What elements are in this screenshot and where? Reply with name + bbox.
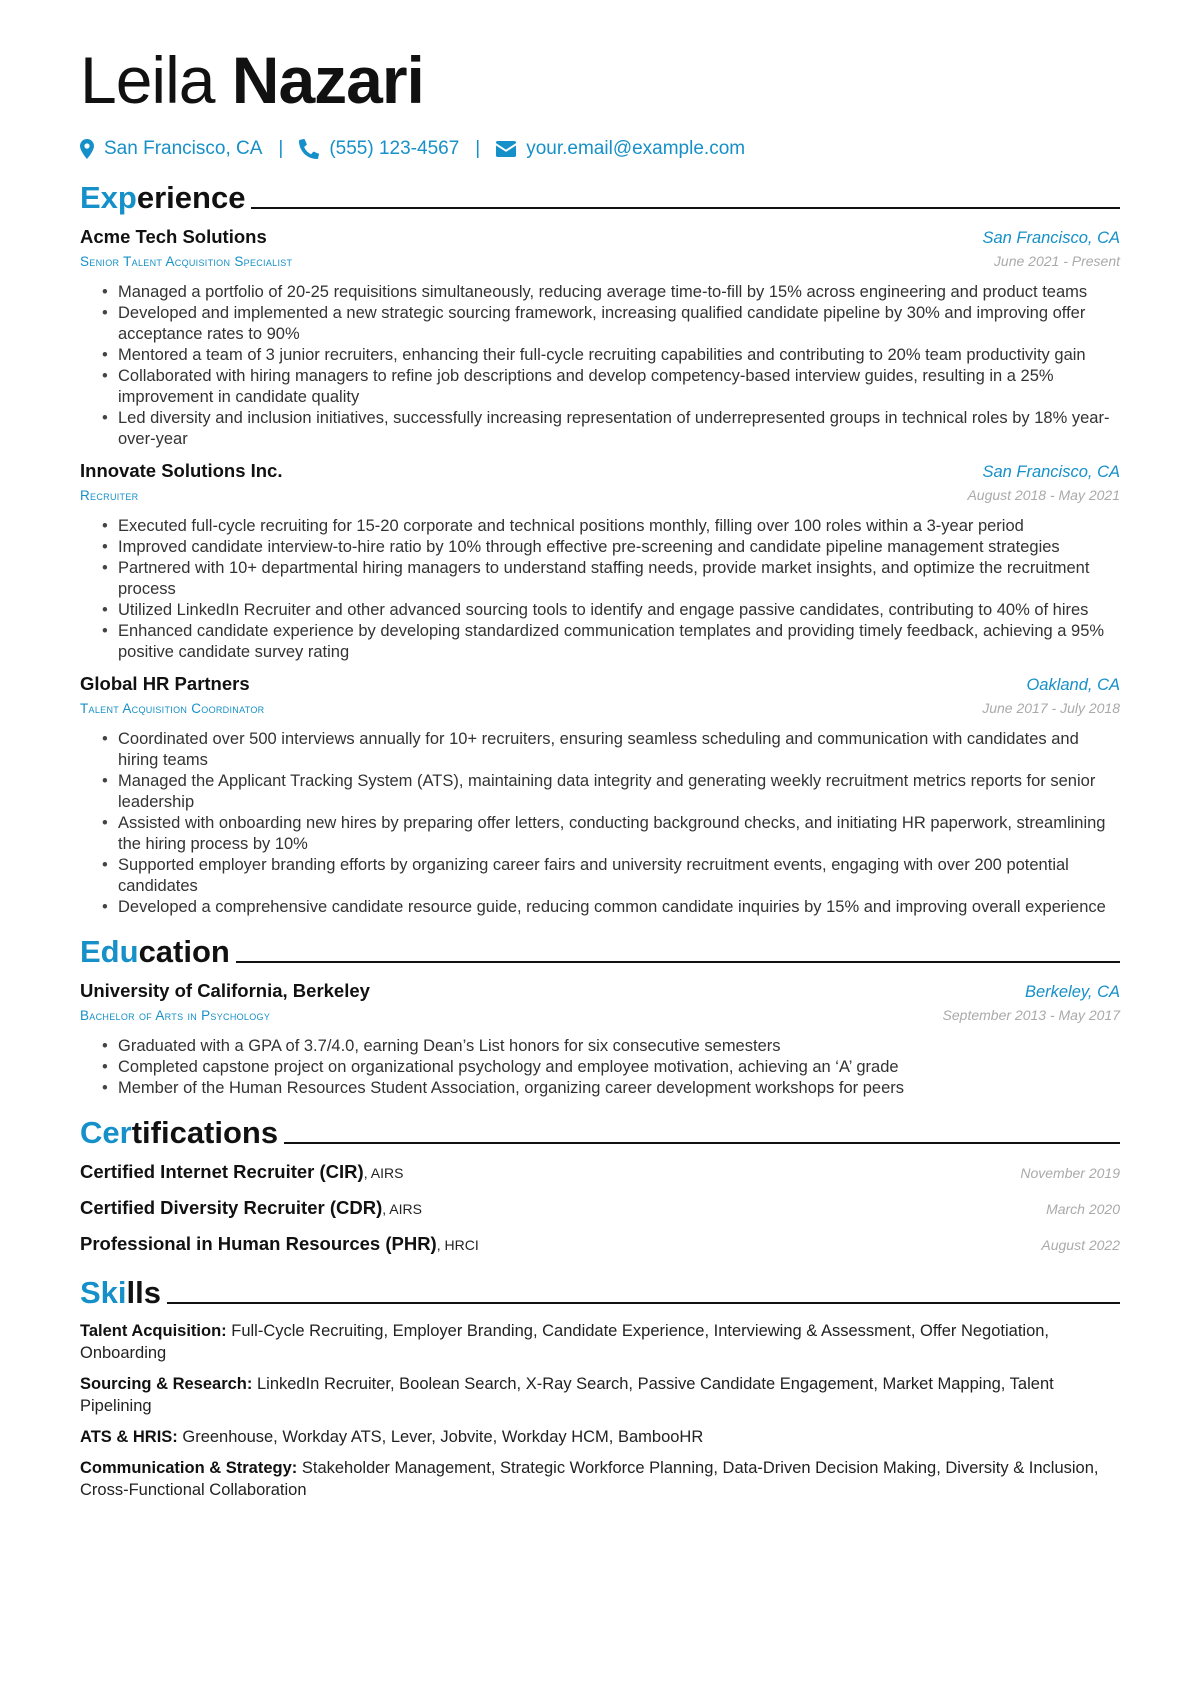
phone-text: (555) 123-4567 xyxy=(329,138,460,159)
certification-list xyxy=(80,1161,1120,1269)
section-divider xyxy=(167,1302,1120,1304)
section-divider xyxy=(251,207,1120,209)
contact-separator: | xyxy=(475,138,481,159)
skill-group xyxy=(80,1426,1120,1448)
contact-email[interactable] xyxy=(496,138,745,160)
company-name: Global HR Partners xyxy=(80,673,250,694)
section-divider xyxy=(284,1142,1120,1144)
skills-heading xyxy=(80,1271,1120,1311)
map-pin-icon xyxy=(80,139,104,159)
heading-accent: Cer xyxy=(80,1115,132,1150)
school-location: Berkeley, CA xyxy=(1024,983,1120,1001)
section-divider xyxy=(236,961,1120,963)
certification-name: Certified Internet Recruiter (CIR) xyxy=(80,1161,364,1182)
certification-date: August 2022 xyxy=(1041,1237,1120,1253)
job-dates: June 2017 - July 2018 xyxy=(982,700,1120,716)
company-name: Acme Tech Solutions xyxy=(80,226,267,247)
job-dates: August 2018 - May 2021 xyxy=(967,487,1120,503)
heading-rest: erience xyxy=(136,180,246,215)
contact-location xyxy=(80,138,262,160)
job-location: San Francisco, CA xyxy=(982,229,1120,247)
resume-page xyxy=(80,40,1120,1501)
heading-accent: Exp xyxy=(80,180,137,215)
heading-rest: tifications xyxy=(131,1115,279,1150)
experience-entry-2 xyxy=(80,458,1120,663)
certification-date: March 2020 xyxy=(1046,1201,1120,1217)
list-item: • Executed full-cycle recruiting for 15-20 corporate and technical positions monthly, filling over 100 roles within a 3-year period xyxy=(118,516,1120,537)
heading-accent: Edu xyxy=(80,934,139,969)
list-item: • Partnered with 10+ departmental hiring managers to understand staffing needs, provide market insights, and optimize the recruitment process xyxy=(118,558,1120,600)
degree: Bachelor of Arts in Psychology xyxy=(80,1008,271,1023)
achievement-list xyxy=(80,729,1120,918)
education-dates: September 2013 - May 2017 xyxy=(942,1007,1120,1023)
skill-label: Communication & Strategy: xyxy=(80,1459,298,1477)
contact-separator: | xyxy=(278,138,284,159)
school-name: University of California, Berkeley xyxy=(80,980,370,1001)
achievement-list xyxy=(80,282,1120,450)
heading-rest: cation xyxy=(138,934,230,969)
list-item: • Mentored a team of 3 junior recruiters, enhancing their full-cycle recruiting capabilities and contributing to 20% team productivity gain xyxy=(118,345,1120,366)
certifications-heading xyxy=(80,1111,1120,1151)
contact-line xyxy=(80,134,1120,164)
list-item: • Improved candidate interview-to-hire ratio by 10% through effective pre-screening and candidate pipeline management strategies xyxy=(118,537,1120,558)
job-dates: June 2021 - Present xyxy=(993,253,1120,269)
skill-label: ATS & HRIS: xyxy=(80,1428,178,1446)
skill-label: Sourcing & Research: xyxy=(80,1375,253,1393)
list-item: • Developed and implemented a new strategic sourcing framework, increasing qualified candidate pipeline by 30% and improving offer acceptance rates to 90% xyxy=(118,303,1120,345)
list-item: • Completed capstone project on organizational psychology and employee motivation, achieving an ‘A’ grade xyxy=(118,1057,1120,1078)
experience-heading xyxy=(80,176,1120,216)
certification-name: Professional in Human Resources (PHR) xyxy=(80,1233,437,1254)
email-text: your.email@example.com xyxy=(526,138,746,159)
skills-list xyxy=(80,1320,1120,1501)
certification-name: Certified Diversity Recruiter (CDR) xyxy=(80,1197,383,1218)
location-text: San Francisco, CA xyxy=(104,138,263,159)
skill-group xyxy=(80,1373,1120,1417)
skill-text: Greenhouse, Workday ATS, Lever, Jobvite, Workday HCM, BambooHR xyxy=(177,1428,704,1446)
job-location: San Francisco, CA xyxy=(982,463,1120,481)
skill-text: Full-Cycle Recruiting, Employer Branding, Candidate Experience, Interviewing & Assessment, Offer Negotiation, Onboarding xyxy=(80,1322,1050,1362)
last-name: Nazari xyxy=(231,43,424,117)
list-item: • Managed a portfolio of 20-25 requisitions simultaneously, reducing average time-to-fill by 15% across engineering and product teams xyxy=(118,282,1120,303)
skill-group xyxy=(80,1320,1120,1364)
certification-item xyxy=(80,1197,1120,1233)
contact-phone[interactable] xyxy=(299,138,459,160)
first-name: Leila xyxy=(80,43,215,117)
skill-group xyxy=(80,1457,1120,1501)
heading-accent: Ski xyxy=(80,1275,127,1310)
heading-rest: lls xyxy=(126,1275,161,1310)
list-item: • Assisted with onboarding new hires by preparing offer letters, conducting background checks, and initiating HR paperwork, streamlining the hiring process by 10% xyxy=(118,813,1120,855)
job-title: Talent Acquisition Coordinator xyxy=(80,701,265,716)
skill-label: Talent Acquisition: xyxy=(80,1322,227,1340)
certification-item xyxy=(80,1233,1120,1269)
list-item: • Developed a comprehensive candidate resource guide, reducing common candidate inquiries by 15% and improving overall experience xyxy=(118,897,1120,918)
list-item: • Member of the Human Resources Student Association, organizing career development workshops for peers xyxy=(118,1078,1120,1099)
achievement-list xyxy=(80,516,1120,663)
list-item: • Coordinated over 500 interviews annually for 10+ recruiters, ensuring seamless scheduling and communication with candidates and hiring teams xyxy=(118,729,1120,771)
certification-item xyxy=(80,1161,1120,1197)
certification-issuer: , AIRS xyxy=(382,1201,422,1217)
experience-entry-3 xyxy=(80,671,1120,918)
list-item: • Led diversity and inclusion initiatives, successfully increasing representation of underrepresented groups in technical roles by 18% year-over-year xyxy=(118,408,1120,450)
list-item: • Graduated with a GPA of 3.7/4.0, earning Dean’s List honors for six consecutive semesters xyxy=(118,1036,1120,1057)
list-item: • Enhanced candidate experience by developing standardized communication templates and providing timely feedback, achieving a 95% positive candidate survey rating xyxy=(118,621,1120,663)
list-item: • Utilized LinkedIn Recruiter and other advanced sourcing tools to identify and engage passive candidates, contributing to 40% of hires xyxy=(118,600,1120,621)
company-name: Innovate Solutions Inc. xyxy=(80,460,283,481)
job-title: Senior Talent Acquisition Specialist xyxy=(80,254,293,269)
certification-date: November 2019 xyxy=(1020,1165,1120,1181)
phone-icon xyxy=(299,139,329,159)
job-location: Oakland, CA xyxy=(1026,676,1120,694)
list-item: • Managed the Applicant Tracking System (ATS), maintaining data integrity and generating weekly recruitment metrics reports for senior leadership xyxy=(118,771,1120,813)
certification-issuer: , HRCI xyxy=(436,1237,479,1253)
list-item: • Supported employer branding efforts by organizing career fairs and university recruitment events, engaging with over 200 potential candidates xyxy=(118,855,1120,897)
education-list xyxy=(80,1036,1120,1099)
education-entry xyxy=(80,978,1120,1099)
skill-text: LinkedIn Recruiter, Boolean Search, X-Ray Search, Passive Candidate Engagement, Market Mapping, Talent Pipelining xyxy=(80,1375,1054,1415)
envelope-icon xyxy=(496,141,526,157)
certification-issuer: , AIRS xyxy=(363,1165,404,1181)
candidate-name xyxy=(80,40,1120,120)
skill-text: Stakeholder Management, Strategic Workforce Planning, Data-Driven Decision Making, Diversity & Inclusion, Cross-Functional Collaboration xyxy=(80,1459,1099,1499)
job-title: Recruiter xyxy=(80,488,139,503)
education-heading xyxy=(80,930,1120,970)
list-item: • Collaborated with hiring managers to refine job descriptions and develop competency-based interview guides, resulting in a 25% improvement in candidate quality xyxy=(118,366,1120,408)
experience-entry-1 xyxy=(80,224,1120,450)
